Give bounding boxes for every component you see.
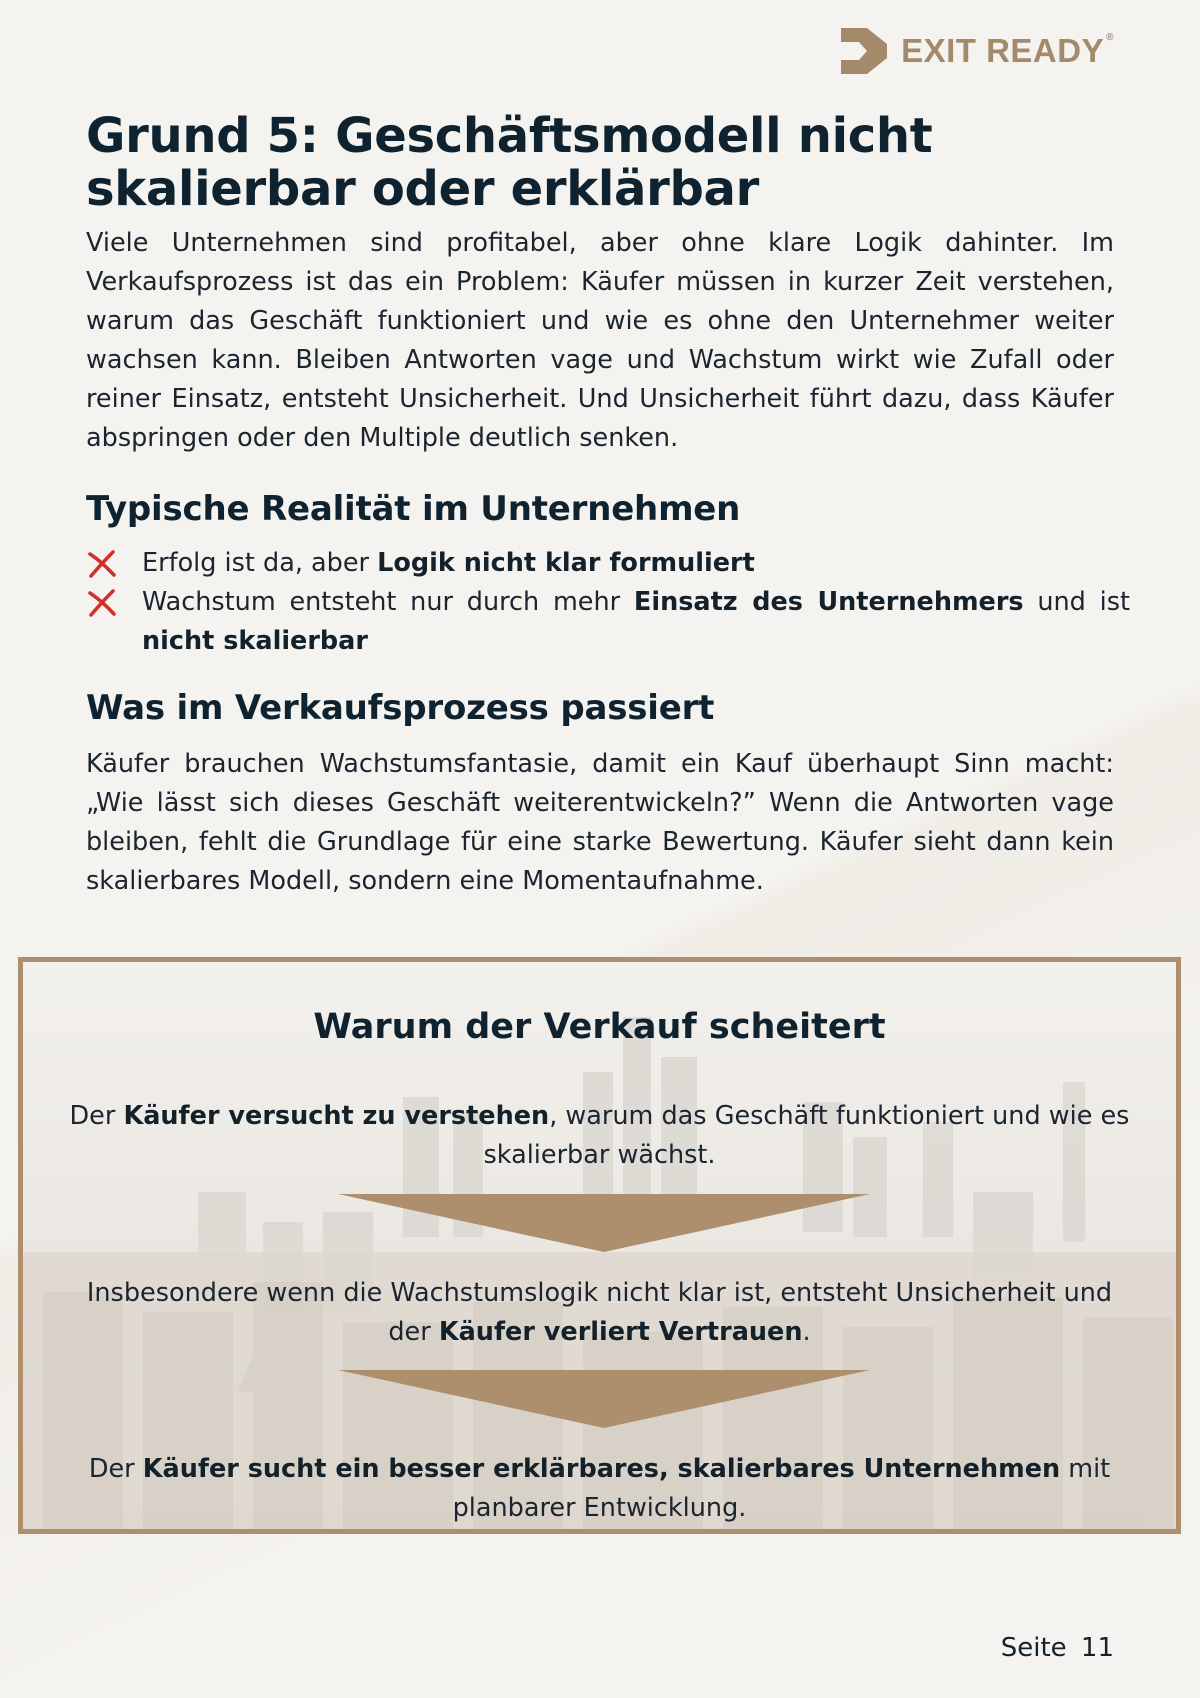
exit-ready-logo-icon	[841, 28, 887, 74]
step-text-plain: .	[802, 1317, 811, 1347]
step-text-plain: Der	[88, 1454, 143, 1484]
intro-paragraph: Viele Unternehmen sind profitabel, aber ohne klare Logik dahinter. Im Verkaufsprozess ist das ein Problem: Käufer müssen in kurzer Zeit verstehen, warum das Geschäft funktioniert und wie es ohne den Unternehmer weiter wachsen kann. Bleiben Antworten vage und Wachstum wirkt wie Zufall oder reiner Einsatz, entsteht Unsicherheit. Und Unsicherheit führt dazu, dass Käufer abspringen oder den Multiple deutlich senken.	[86, 228, 1114, 453]
cross-icon	[86, 583, 142, 622]
list-item-text-plain: und ist	[1023, 587, 1130, 617]
page-title	[86, 110, 1114, 216]
registered-mark: ®	[1106, 32, 1114, 43]
step-text-plain: , warum das Geschäft funktioniert und wie es skalierbar wächst.	[483, 1101, 1130, 1170]
list-item-text-plain: Erfolg ist da, aber	[142, 548, 378, 578]
list-item-text	[142, 544, 1130, 583]
failure-box	[18, 957, 1181, 1534]
page-number	[1001, 1633, 1114, 1663]
step-text-plain: Der	[69, 1101, 124, 1131]
step-text-plain: mit planbarer Entwicklung.	[452, 1454, 1111, 1523]
failure-box-content	[23, 962, 1176, 1529]
brand-name	[901, 32, 1114, 70]
down-arrow-icon	[338, 1370, 870, 1428]
page-title-line-1: Grund 5: Geschäftsmodell nicht	[86, 108, 933, 164]
list-item-text	[142, 583, 1130, 661]
list-item	[86, 544, 1130, 583]
down-arrow-icon	[338, 1194, 870, 1252]
step-text-bold: Käufer verliert Vertrauen	[438, 1317, 803, 1347]
reality-list	[86, 544, 1130, 661]
list-item-text-bold: Einsatz des Unternehmers	[633, 587, 1024, 617]
page-label: Seite	[1000, 1633, 1067, 1663]
process-heading: Was im Verkaufsprozess passiert	[86, 688, 715, 728]
list-item-text-bold: Logik nicht klar formuliert	[377, 548, 755, 578]
process-paragraph: Käufer brauchen Wachstumsfantasie, damit ein Kauf überhaupt Sinn macht: „Wie lässt sich dieses Geschäft weiterentwickeln?” Wenn die Antworten vage bleiben, fehlt die Grundlage für eine starke Bewertung. Käufer sieht dann kein skalierbares Modell, sondern eine Momentaufnahme.	[86, 749, 1114, 896]
list-item-text-plain: Wachstum entsteht nur durch mehr	[142, 587, 634, 617]
list-item	[86, 583, 1130, 661]
step-text-bold: Käufer versucht zu verstehen	[123, 1101, 550, 1131]
exit-ready-logo	[841, 28, 1114, 74]
failure-step-2	[63, 1274, 1136, 1352]
page-title-line-2: skalierbar oder erklärbar	[86, 161, 760, 217]
cross-icon	[86, 544, 142, 583]
step-text-bold: Käufer sucht ein besser erklärbares, skalierbares Unternehmen	[142, 1454, 1061, 1484]
failure-step-1	[63, 1097, 1136, 1175]
reality-heading: Typische Realität im Unternehmen	[86, 489, 741, 529]
page-number-value: 11	[1080, 1633, 1114, 1663]
list-item-text-bold: nicht skalierbar	[142, 626, 368, 656]
failure-step-3	[63, 1450, 1136, 1528]
main-content	[86, 108, 1130, 901]
brand-name-text: EXIT READY	[901, 32, 1105, 69]
failure-box-title: Warum der Verkauf scheitert	[313, 1007, 886, 1047]
step-text-plain: Insbesondere wenn die Wachstumslogik nicht klar ist, entsteht Unsicherheit und der	[86, 1278, 1113, 1347]
